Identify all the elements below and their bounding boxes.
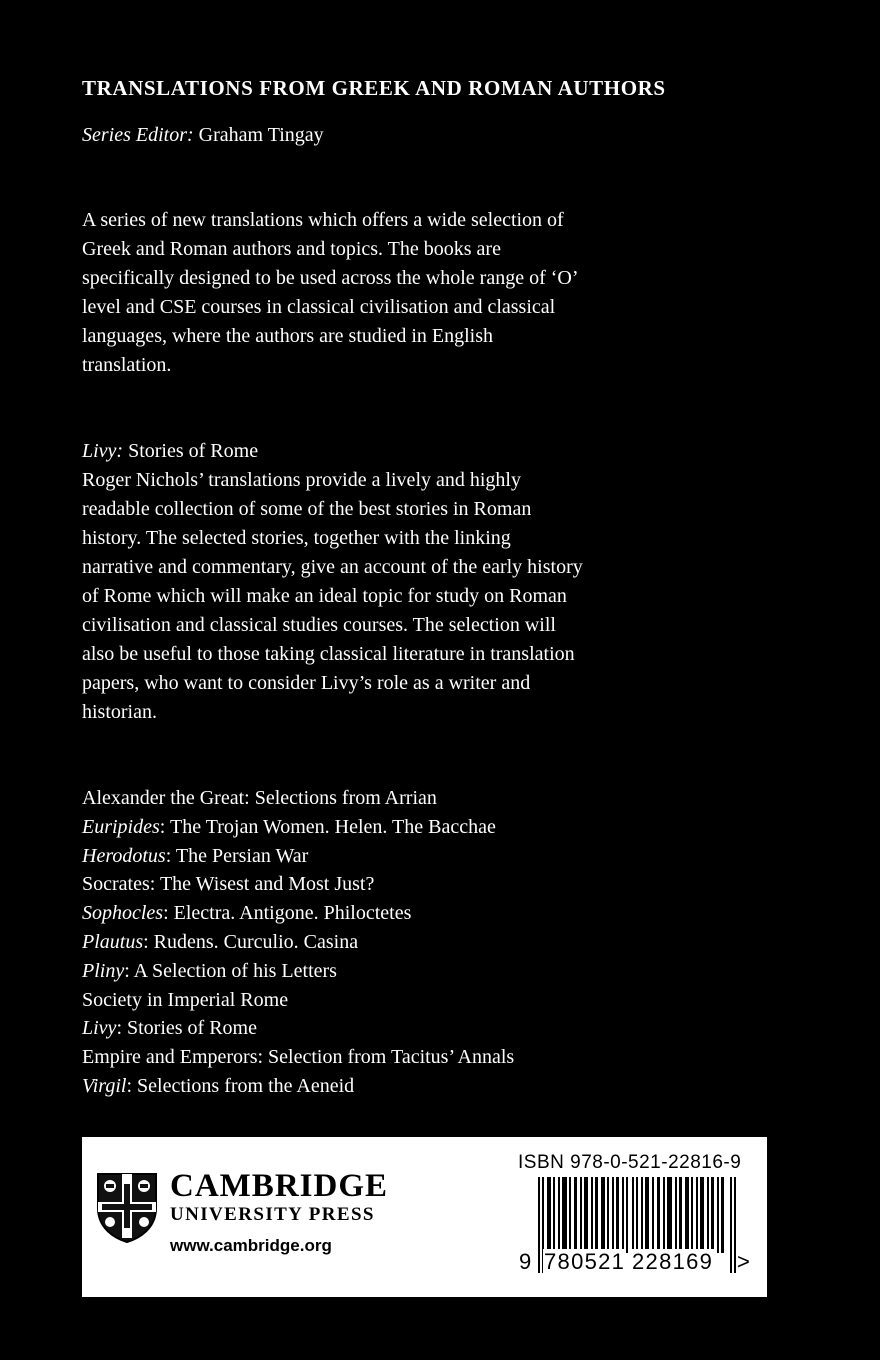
list-item-title: : Selections from the Aeneid [126,1074,355,1097]
list-item-author: Virgil [82,1074,127,1097]
list-item [82,813,514,842]
list-item-title: Society in Imperial Rome [82,988,289,1011]
series-editor-name: Graham Tingay [198,124,324,146]
publisher-name-block [170,1169,388,1227]
publisher-url: www.cambridge.org [170,1236,332,1255]
description-line: languages, where the authors are studied in English [82,325,493,347]
blurb-line: readable collection of some of the best stories in Roman [82,498,532,520]
publisher-name: CAMBRIDGE [170,1168,389,1204]
list-item-author: Herodotus [82,844,166,867]
blurb-line: Roger Nichols’ translations provide a lively and highly [82,469,521,491]
list-item-title: : Stories of Rome [116,1017,257,1040]
list-item-title: : The Trojan Women. Helen. The Bacchae [159,815,496,838]
list-item [82,899,514,928]
description-line: specifically designed to be used across the whole range of ‘O’ [82,267,579,289]
blurb-line: narrative and commentary, give an account of the early history [82,556,583,578]
series-title: TRANSLATIONS FROM GREEK AND ROMAN AUTHORS [82,76,666,100]
description-line: translation. [82,354,172,376]
list-item [82,784,514,813]
list-item-author: Plautus [82,930,144,953]
list-item [82,957,514,986]
isbn-digit-first: 9 [519,1249,532,1274]
isbn-label: ISBN 978-0-521-22816-9 [518,1152,742,1173]
list-item-title: : The Persian War [165,844,309,867]
university-crest-icon [96,1172,158,1244]
blurb-line: of Rome which will make an ideal topic for study on Roman [82,585,567,607]
blurb-line: history. The selected stories, together with the linking [82,527,511,549]
isbn-digits-right: 228169 [632,1249,714,1274]
isbn-arrow: > [737,1249,750,1274]
list-item [82,1043,514,1072]
featured-title: Stories of Rome [128,440,259,462]
list-item [82,1072,514,1101]
series-editor [82,124,324,147]
publisher-panel [82,1137,767,1297]
list-item-author: Pliny [82,959,125,982]
blurb-line: papers, who want to consider Livy’s role as a writer and [82,672,531,694]
publisher-subname: UNIVERSITY PRESS [170,1204,375,1225]
series-title-list [82,784,514,1101]
list-item-author: Sophocles [82,902,164,925]
blurb-line: also be useful to those taking classical literature in translation [82,643,575,665]
featured-author: Livy: [82,440,124,462]
description-line: Greek and Roman authors and topics. The books are [82,238,501,260]
isbn-digits-left: 780521 [544,1249,626,1274]
list-item [82,1014,514,1043]
list-item-title: Alexander the Great: Selections from Arrian [82,787,437,809]
list-item [82,986,514,1015]
list-item [82,842,514,871]
description-line: A series of new translations which offers a wide selection of [82,209,564,231]
list-item [82,870,514,899]
featured-book-blurb [82,437,692,727]
list-item-author: Livy [82,1017,117,1040]
list-item-title: : A Selection of his Letters [124,959,337,982]
list-item-author: Euripides [82,815,160,838]
featured-book-heading [82,437,692,466]
list-item-title: Empire and Emperors: Selection from Tacitus’ Annals [82,1046,515,1069]
list-item [82,928,514,957]
series-editor-label: Series Editor: [82,124,194,146]
series-description [82,206,692,380]
blurb-line: civilisation and classical studies courses. The selection will [82,614,556,636]
blurb-line: historian. [82,701,157,723]
list-item-title: : Rudens. Curculio. Casina [143,930,359,953]
list-item-title: Socrates: The Wisest and Most Just? [82,873,375,896]
list-item-title: : Electra. Antigone. Philoctetes [163,902,412,925]
description-line: level and CSE courses in classical civilisation and classical [82,296,556,318]
